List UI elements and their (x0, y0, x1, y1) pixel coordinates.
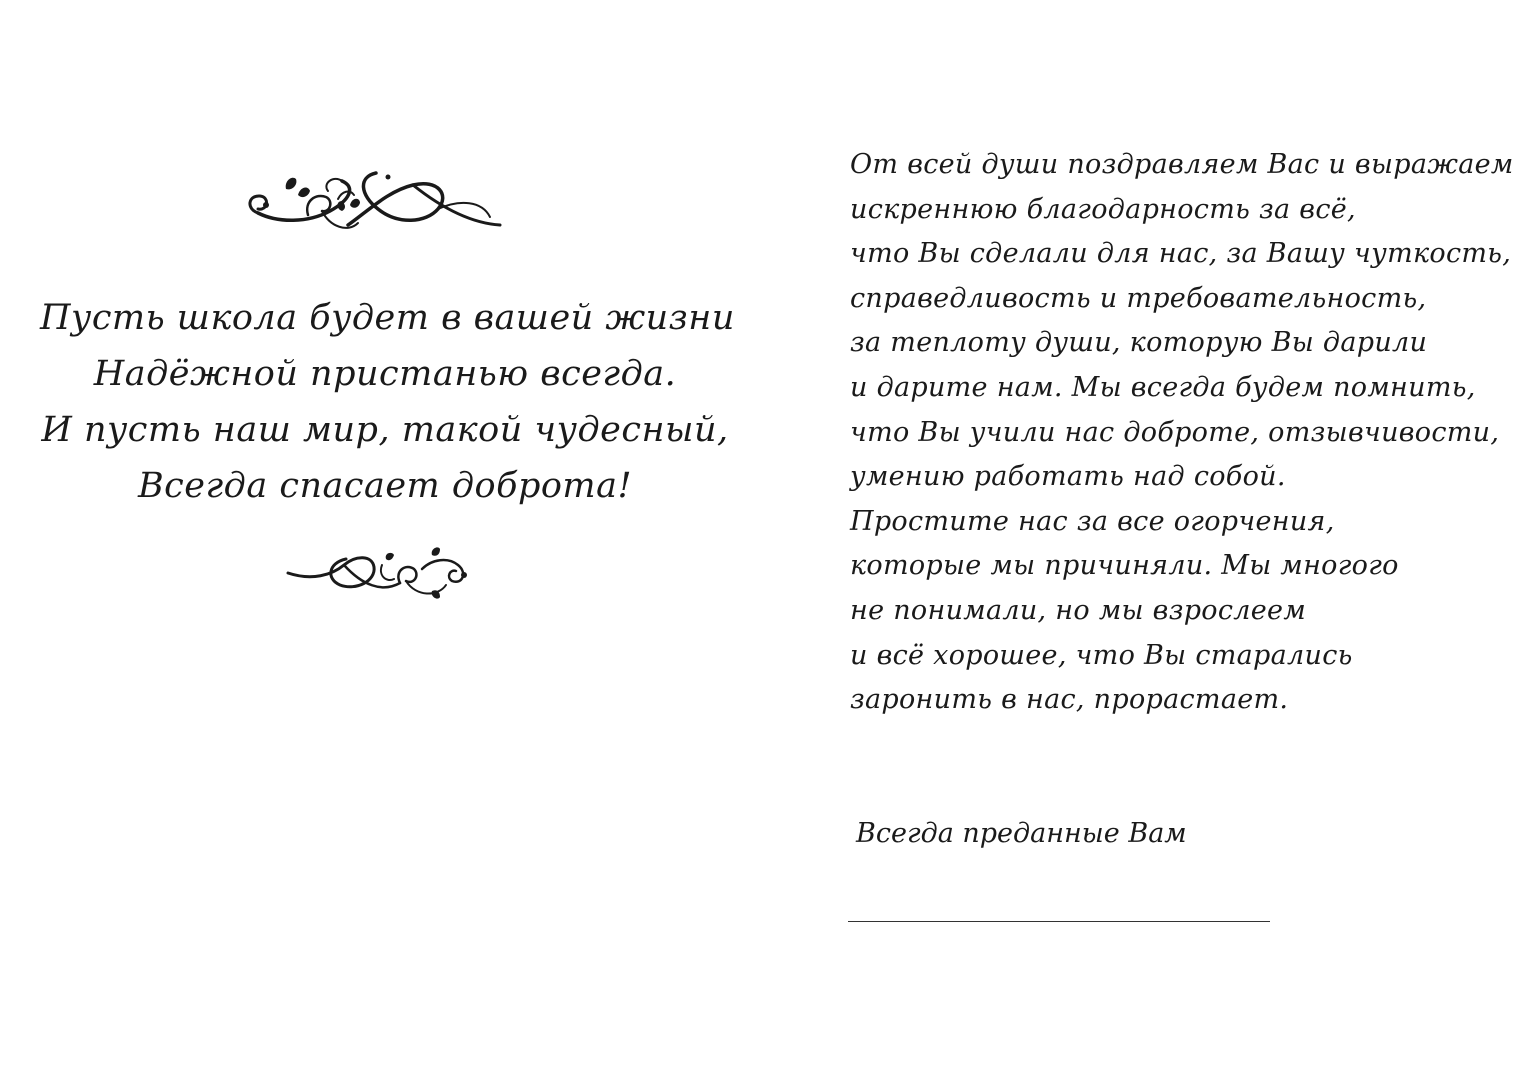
signature-line[interactable] (848, 921, 1270, 922)
letter-line: и всё хорошее, что Вы старались (850, 639, 1353, 671)
letter-line: искреннюю благодарность за всё, (850, 193, 1356, 225)
poem-line: И пусть наш мир, такой чудесный, (41, 410, 729, 450)
flourish-bottom-icon (282, 545, 472, 607)
letter-line: что Вы учили нас доброте, отзывчивости, (850, 416, 1500, 448)
letter-line: и дарите нам. Мы всегда будем помнить, (850, 371, 1476, 403)
letter-line: заронить в нас, прорастает. (850, 684, 1289, 716)
letter-body (850, 143, 1530, 723)
letter-line: справедливость и требовательность, (850, 282, 1427, 314)
letter-line: не понимали, но мы взрослеем (850, 594, 1307, 626)
letter-line: что Вы сделали для нас, за Вашу чуткость, (850, 238, 1512, 270)
letter-line: От всей души поздравляем Вас и выражаем (850, 149, 1514, 180)
right-page (770, 0, 1540, 1080)
closing-text: Всегда преданные Вам (856, 818, 1187, 849)
letter-line: умению работать над собой. (850, 461, 1286, 493)
poem-line: Всегда спасает доброта! (137, 466, 633, 506)
flourish-top-icon (238, 165, 508, 245)
letter-line: за теплоту души, которую Вы дарили (850, 327, 1428, 359)
letter-line: Простите нас за все огорчения, (850, 505, 1335, 537)
poem (40, 290, 735, 514)
poem-line: Пусть школа будет в вашей жизни (40, 298, 735, 338)
letter-line: которые мы причиняли. Мы многого (850, 550, 1399, 582)
poem-line: Надёжной пристанью всегда. (93, 354, 677, 394)
